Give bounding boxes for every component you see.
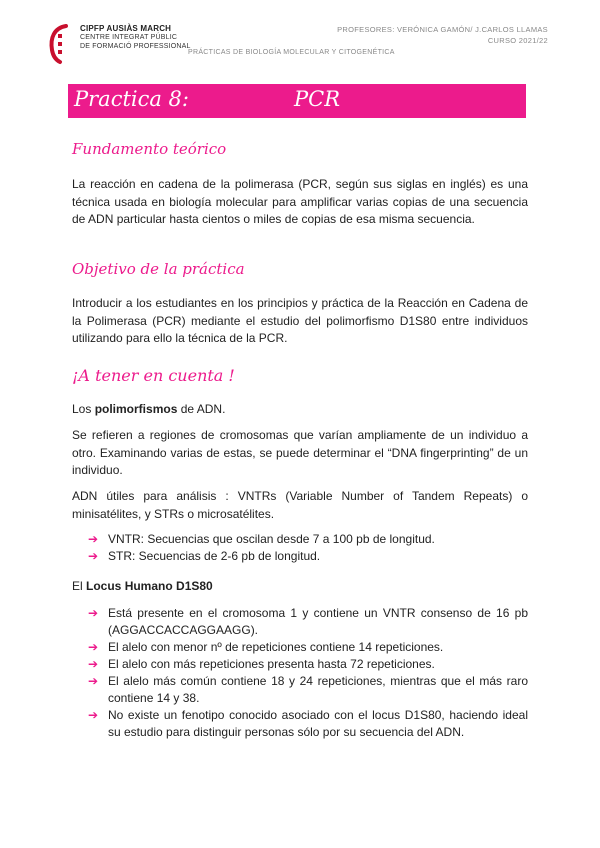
list-item [88,656,528,673]
school-name-line2: CENTRE INTEGRAT PÚBLIC [80,34,178,41]
list-item-text: El alelo con menor nº de repeticiones contiene 14 repeticiones. [108,640,444,654]
arrow-right-icon: ➔ [88,708,99,722]
list-item-text: No existe un fenotipo conocido asociado con el locus D1S80, haciendo ideal su estudio para distinguir personas sólo por su secuencia del ADN. [108,708,528,739]
title-bar [68,84,526,118]
utiles-text: ADN útiles para análisis : VNTRs (Variable Number of Tandem Repeats) o minisatélites, y STRs o microsatélites. [72,489,528,521]
arrow-right-icon: ➔ [88,674,99,688]
locus-list [88,605,528,741]
school-logo-icon [44,22,74,66]
page-header [0,18,600,70]
school-name-line1: CIPFP AUSIÀS MARCH [80,24,172,33]
arrow-right-icon: ➔ [88,606,99,620]
refieren-text: Se refieren a regiones de cromosomas que varían ampliamente de un individuo a otro. Examinando varias de estas, se puede determinar el “DNA fingerprinting” de un individuo. [72,428,528,477]
arrow-right-icon: ➔ [88,657,99,671]
title-right: PCR [294,87,341,111]
course: CURSO 2021/22 [487,36,548,45]
arrow-right-icon: ➔ [88,549,99,563]
subject: PRÁCTICAS DE BIOLOGÍA MOLECULAR Y CITOGENÉTICA [188,49,395,56]
locus-line [72,578,528,596]
poli-suffix: de ADN. [177,402,226,416]
locus-prefix: El [72,579,87,593]
header-right [337,24,548,46]
list-item [88,707,528,741]
teachers: PROFESORES: VERÓNICA GAMÓN/ J.CARLOS LLAMAS [337,25,548,34]
list-item [88,605,528,639]
objetivo-text: Introducir a los estudiantes en los principios y práctica de la Reacción en Cadena de la Polimerasa (PCR) mediante el estudio del polimorfismo D1S80 entre individuos utilizando para ello la técnica de la PCR. [72,296,528,345]
poli-bold: polimorfismos [94,402,178,416]
school-name-line3: DE FORMACIÓ PROFESSIONAL [80,43,191,50]
list-item [88,673,528,707]
arrow-right-icon: ➔ [88,532,99,546]
locus-bold: Locus Humano D1S80 [86,579,213,593]
list-item-text: Está presente en el cromosoma 1 y contiene un VNTR consenso de 16 pb (AGGACCACCAGGAAGG). [108,606,528,637]
school-name [80,24,191,51]
tener-heading: ¡A tener en cuenta ! [72,366,235,385]
list-item-text: VNTR: Secuencias que oscilan desde 7 a 100 pb de longitud. [108,532,435,546]
list-item [88,531,528,548]
arrow-right-icon: ➔ [88,640,99,654]
list-item [88,639,528,656]
poli-prefix: Los [72,402,95,416]
fundamento-heading: Fundamento teórico [72,140,227,158]
title-left: Practica 8: [74,87,189,111]
polimorfismos-line [72,401,528,419]
vntr-list [88,531,528,565]
list-item-text: El alelo con más repeticiones presenta hasta 72 repeticiones. [108,657,435,671]
list-item [88,548,528,565]
list-item-text: El alelo más común contiene 18 y 24 repeticiones, mientras que el más raro contiene 14 y 38. [108,674,528,705]
list-item-text: STR: Secuencias de 2-6 pb de longitud. [108,549,321,563]
fundamento-text: La reacción en cadena de la polimerasa (PCR, según sus siglas en inglés) es una técnica usada en biología molecular para amplificar varias copias de una secuencia de ADN particular hasta cientos o miles de copias de esa misma secuencia. [72,177,528,226]
objetivo-heading: Objetivo de la práctica [72,260,245,278]
